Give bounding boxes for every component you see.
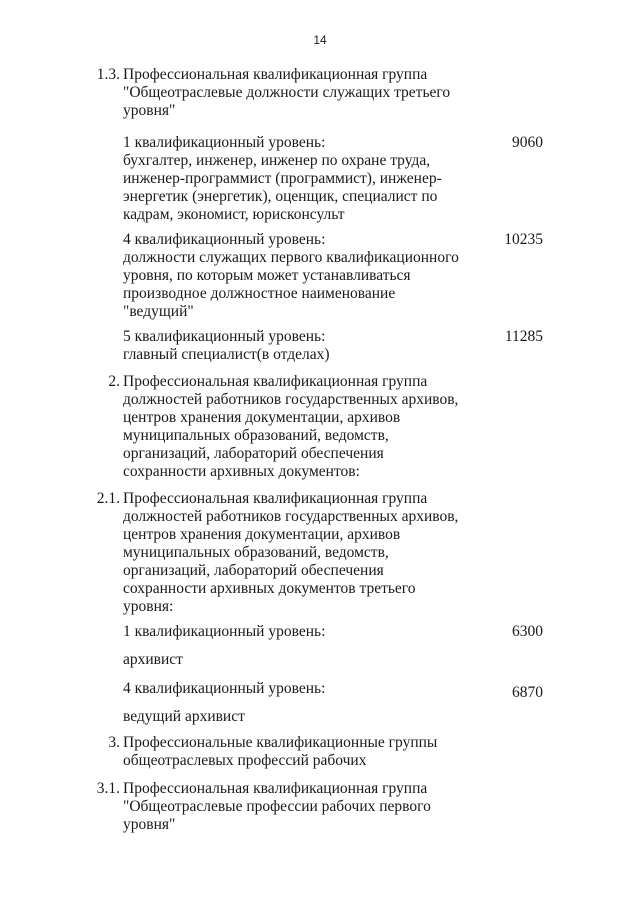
level-description: 1 квалификационный уровень: бухгалтер, инженер, инженер по охране труда, инженер-программист (программист), инженер- энергетик (энергетик), оценщик, специалист по кадрам, экономист, юрисконсульт	[123, 134, 442, 223]
section-number: 3.	[108, 734, 120, 751]
level-description: 4 квалификационный уровень: должности служащих первого квалификационного уровня, по которым может устанавливаться производное должностное наименование "ведущий"	[123, 231, 459, 320]
level-description: 4 квалификационный уровень:	[123, 680, 326, 697]
section-number: 3.1.	[96, 780, 120, 797]
section-heading: Профессиональная квалификационная группа "Общеотраслевые должности служащих третьего уровня"	[123, 66, 451, 119]
level-description: ведущий архивист	[123, 708, 245, 725]
section-heading: Профессиональные квалификационные группы общеотраслевых профессий рабочих	[123, 734, 438, 769]
level-salary: 10235	[504, 231, 543, 248]
level-salary: 6870	[512, 684, 543, 701]
level-salary: 6300	[512, 623, 543, 640]
level-description: 1 квалификационный уровень:	[123, 623, 326, 640]
section-number: 1.3.	[96, 66, 120, 83]
section-number: 2.1.	[96, 490, 120, 507]
level-salary: 11285	[504, 328, 543, 345]
section-heading: Профессиональная квалификационная группа должностей работников государственных архивов, центров хранения документации, архивов муниципальных образований, ведомств, организаций, лабораторий обеспечения сохранности архивных документов третьего уровня:	[123, 490, 459, 615]
level-salary: 9060	[512, 134, 543, 151]
level-description: 5 квалификационный уровень: главный специалист(в отделах)	[123, 328, 330, 363]
section-heading: Профессиональная квалификационная группа "Общеотраслевые профессии рабочих первого уровня"	[123, 780, 431, 833]
level-description: архивист	[123, 651, 183, 668]
section-heading: Профессиональная квалификационная группа должностей работников государственных архивов, центров хранения документации, архивов муниципальных образований, ведомств, организаций, лабораторий обеспечения сохранности архивных документов:	[123, 373, 459, 480]
page-number: 14	[313, 33, 327, 47]
section-number: 2.	[108, 373, 120, 390]
